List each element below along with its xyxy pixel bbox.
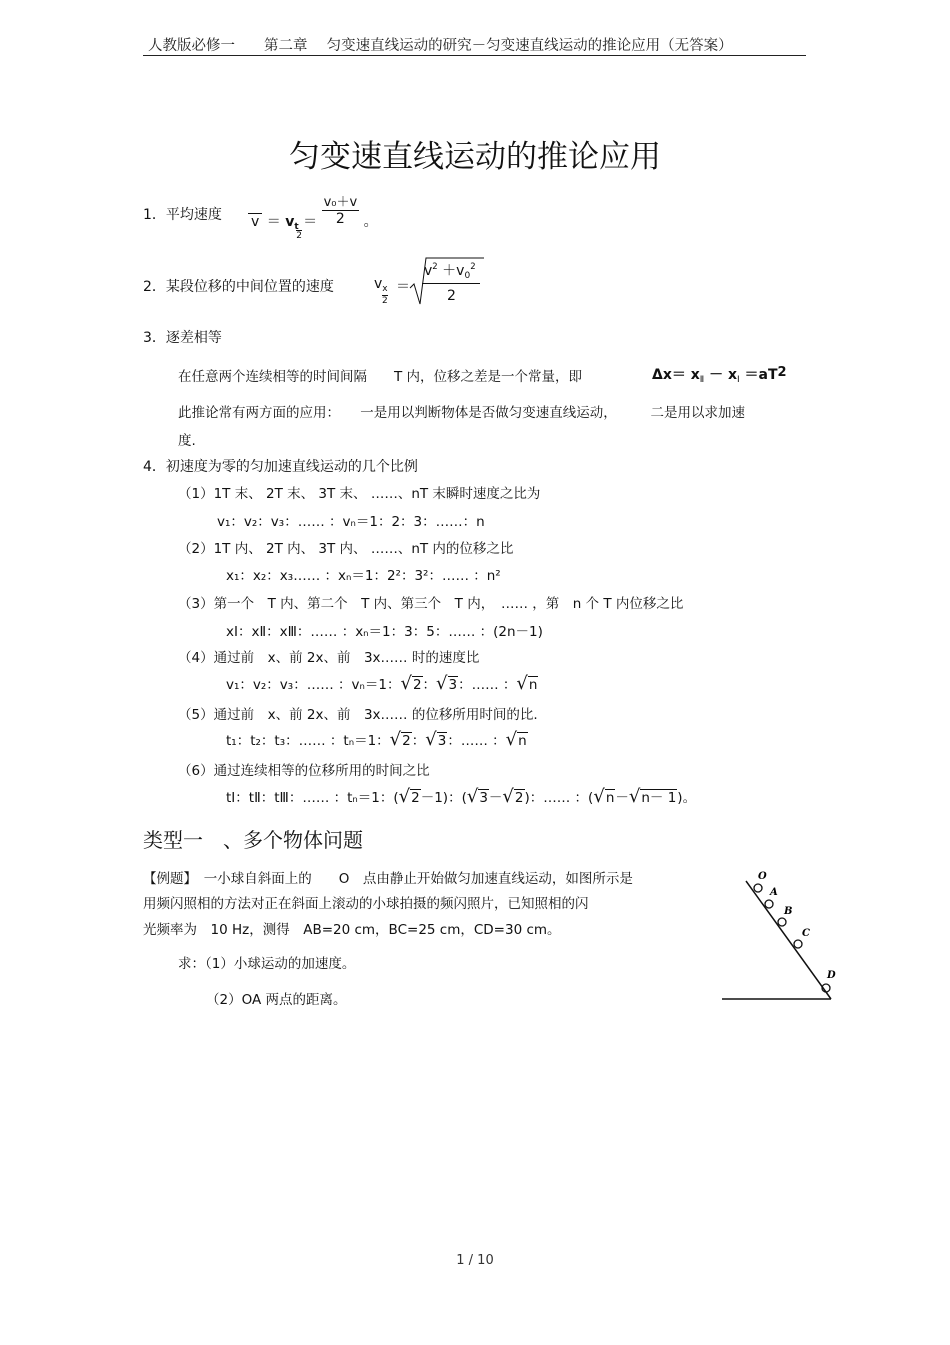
item3-label: 3．逐差相等: [143, 330, 222, 346]
item1-label: 1．平均速度: [143, 207, 222, 223]
incline-line: [746, 881, 831, 999]
section-heading: 类型一 、多个物体问题: [143, 828, 363, 852]
avg-fraction: [322, 191, 360, 227]
vx-symbol: $v_x$ 2: [374, 276, 388, 306]
avg-den: 2: [335, 211, 345, 227]
label-c: C: [802, 928, 810, 939]
question-2: （2）OA 两点的距离。: [206, 992, 347, 1008]
ball-o: [754, 884, 762, 892]
page-number: 1 / 10: [456, 1253, 494, 1268]
item1-formula: [248, 195, 378, 241]
delta-x-formula: $\Delta x= x_Ⅱ - x_Ⅰ =aT2$: [652, 365, 787, 385]
eq2: ＝: [303, 214, 318, 230]
item3-line2: 此推论常有两方面的应用： 一是用以判断物体是否做匀变速直线运动， 二是用以求加速: [178, 405, 745, 421]
ratio-2-formula: x₁：x₂：x₃…… ：xₙ＝1：2²：3²：…… ：n²: [226, 568, 501, 584]
ratio-5-text: （5）通过前 x、前 2x、前 3x…… 的位移所用时间的比.: [178, 707, 538, 723]
example-line-2: 用频闪照相的方法对正在斜面上滚动的小球拍摄的频闪照片，已知照相的闪: [143, 896, 589, 912]
item2-label: 2．某段位移的中间位置的速度: [143, 279, 334, 295]
label-b: B: [784, 906, 793, 917]
incline-figure: [718, 864, 838, 1009]
vx-numerator: $v^2 +v_0^2$: [424, 262, 476, 281]
header-rule: [143, 55, 806, 56]
label-d: D: [827, 970, 836, 981]
ratio-6-formula: tⅠ：tⅡ：tⅢ：…… ：tₙ＝1：(√2－1)：(√3－√2)：…… ：(√n－√n－ 1)。: [226, 786, 697, 807]
ratio-1-formula: v₁：v₂：v₃：…… ：vₙ＝1：2：3：……：n: [217, 514, 485, 530]
example-line-1: 【例题】 一小球自斜面上的 O 点由静止开始做匀加速直线运动，如图所示是: [143, 871, 633, 887]
item4-label: 4．初速度为零的匀加速直线运动的几个比例: [143, 459, 418, 475]
ratio-5-formula: t₁：t₂：t₃：…… ：tₙ＝1：√2：√3：…… ：√n: [226, 729, 527, 750]
item3-line1: 在任意两个连续相等的时间间隔 T 内，位移之差是一个常量，即: [178, 369, 583, 385]
vx-fraction-bar: [422, 283, 480, 284]
page-header: 人教版必修一 第二章 匀变速直线运动的研究－匀变速直线运动的推论应用（无答案）: [148, 38, 733, 54]
item3-line3: 度.: [178, 433, 196, 449]
ball-a: [765, 900, 773, 908]
question-1: 求：（1）小球运动的加速度。: [178, 956, 356, 972]
ball-c: [794, 940, 802, 948]
label-o: O: [758, 871, 767, 882]
vt: v: [285, 214, 295, 230]
vt-sub: t: [294, 222, 299, 232]
ratio-6-text: （6）通过连续相等的位移所用的时间之比: [178, 763, 430, 779]
vt-den: 2: [296, 231, 302, 241]
eq1: ＝: [266, 214, 281, 230]
vx-denominator: 2: [447, 288, 456, 304]
example-line-3: 光频率为 10 Hz，测得 AB=20 cm，BC=25 cm，CD=30 cm。: [143, 922, 561, 938]
item1-tail: 。: [363, 214, 378, 230]
ratio-2-text: （2）1T 内、 2T 内、 3T 内、 ……、nT 内的位移之比: [178, 541, 514, 557]
vx-equals: ＝: [396, 279, 410, 295]
v-bar: v: [248, 213, 262, 230]
ratio-1-text: （1）1T 末、 2T 末、 3T 末、 ……、nT 末瞬时速度之比为: [178, 486, 541, 502]
label-a: A: [770, 887, 778, 898]
ratio-4-formula: v₁：v₂：v₃：…… ：vₙ＝1：√2：√3：…… ：√n: [226, 673, 538, 694]
ratio-4-text: （4）通过前 x、前 2x、前 3x…… 时的速度比: [178, 650, 480, 666]
page-title: 匀变速直线运动的推论应用: [289, 139, 661, 175]
ball-b: [778, 918, 786, 926]
ratio-3-formula: xⅠ：xⅡ：xⅢ：…… ：xₙ＝1：3：5：…… ：(2n－1): [226, 624, 543, 640]
avg-num: v₀＋v: [322, 191, 360, 211]
ratio-3-text: （3）第一个 T 内、第二个 T 内、第三个 T 内， …… ，第 n 个 T 内位移之比: [178, 596, 684, 612]
